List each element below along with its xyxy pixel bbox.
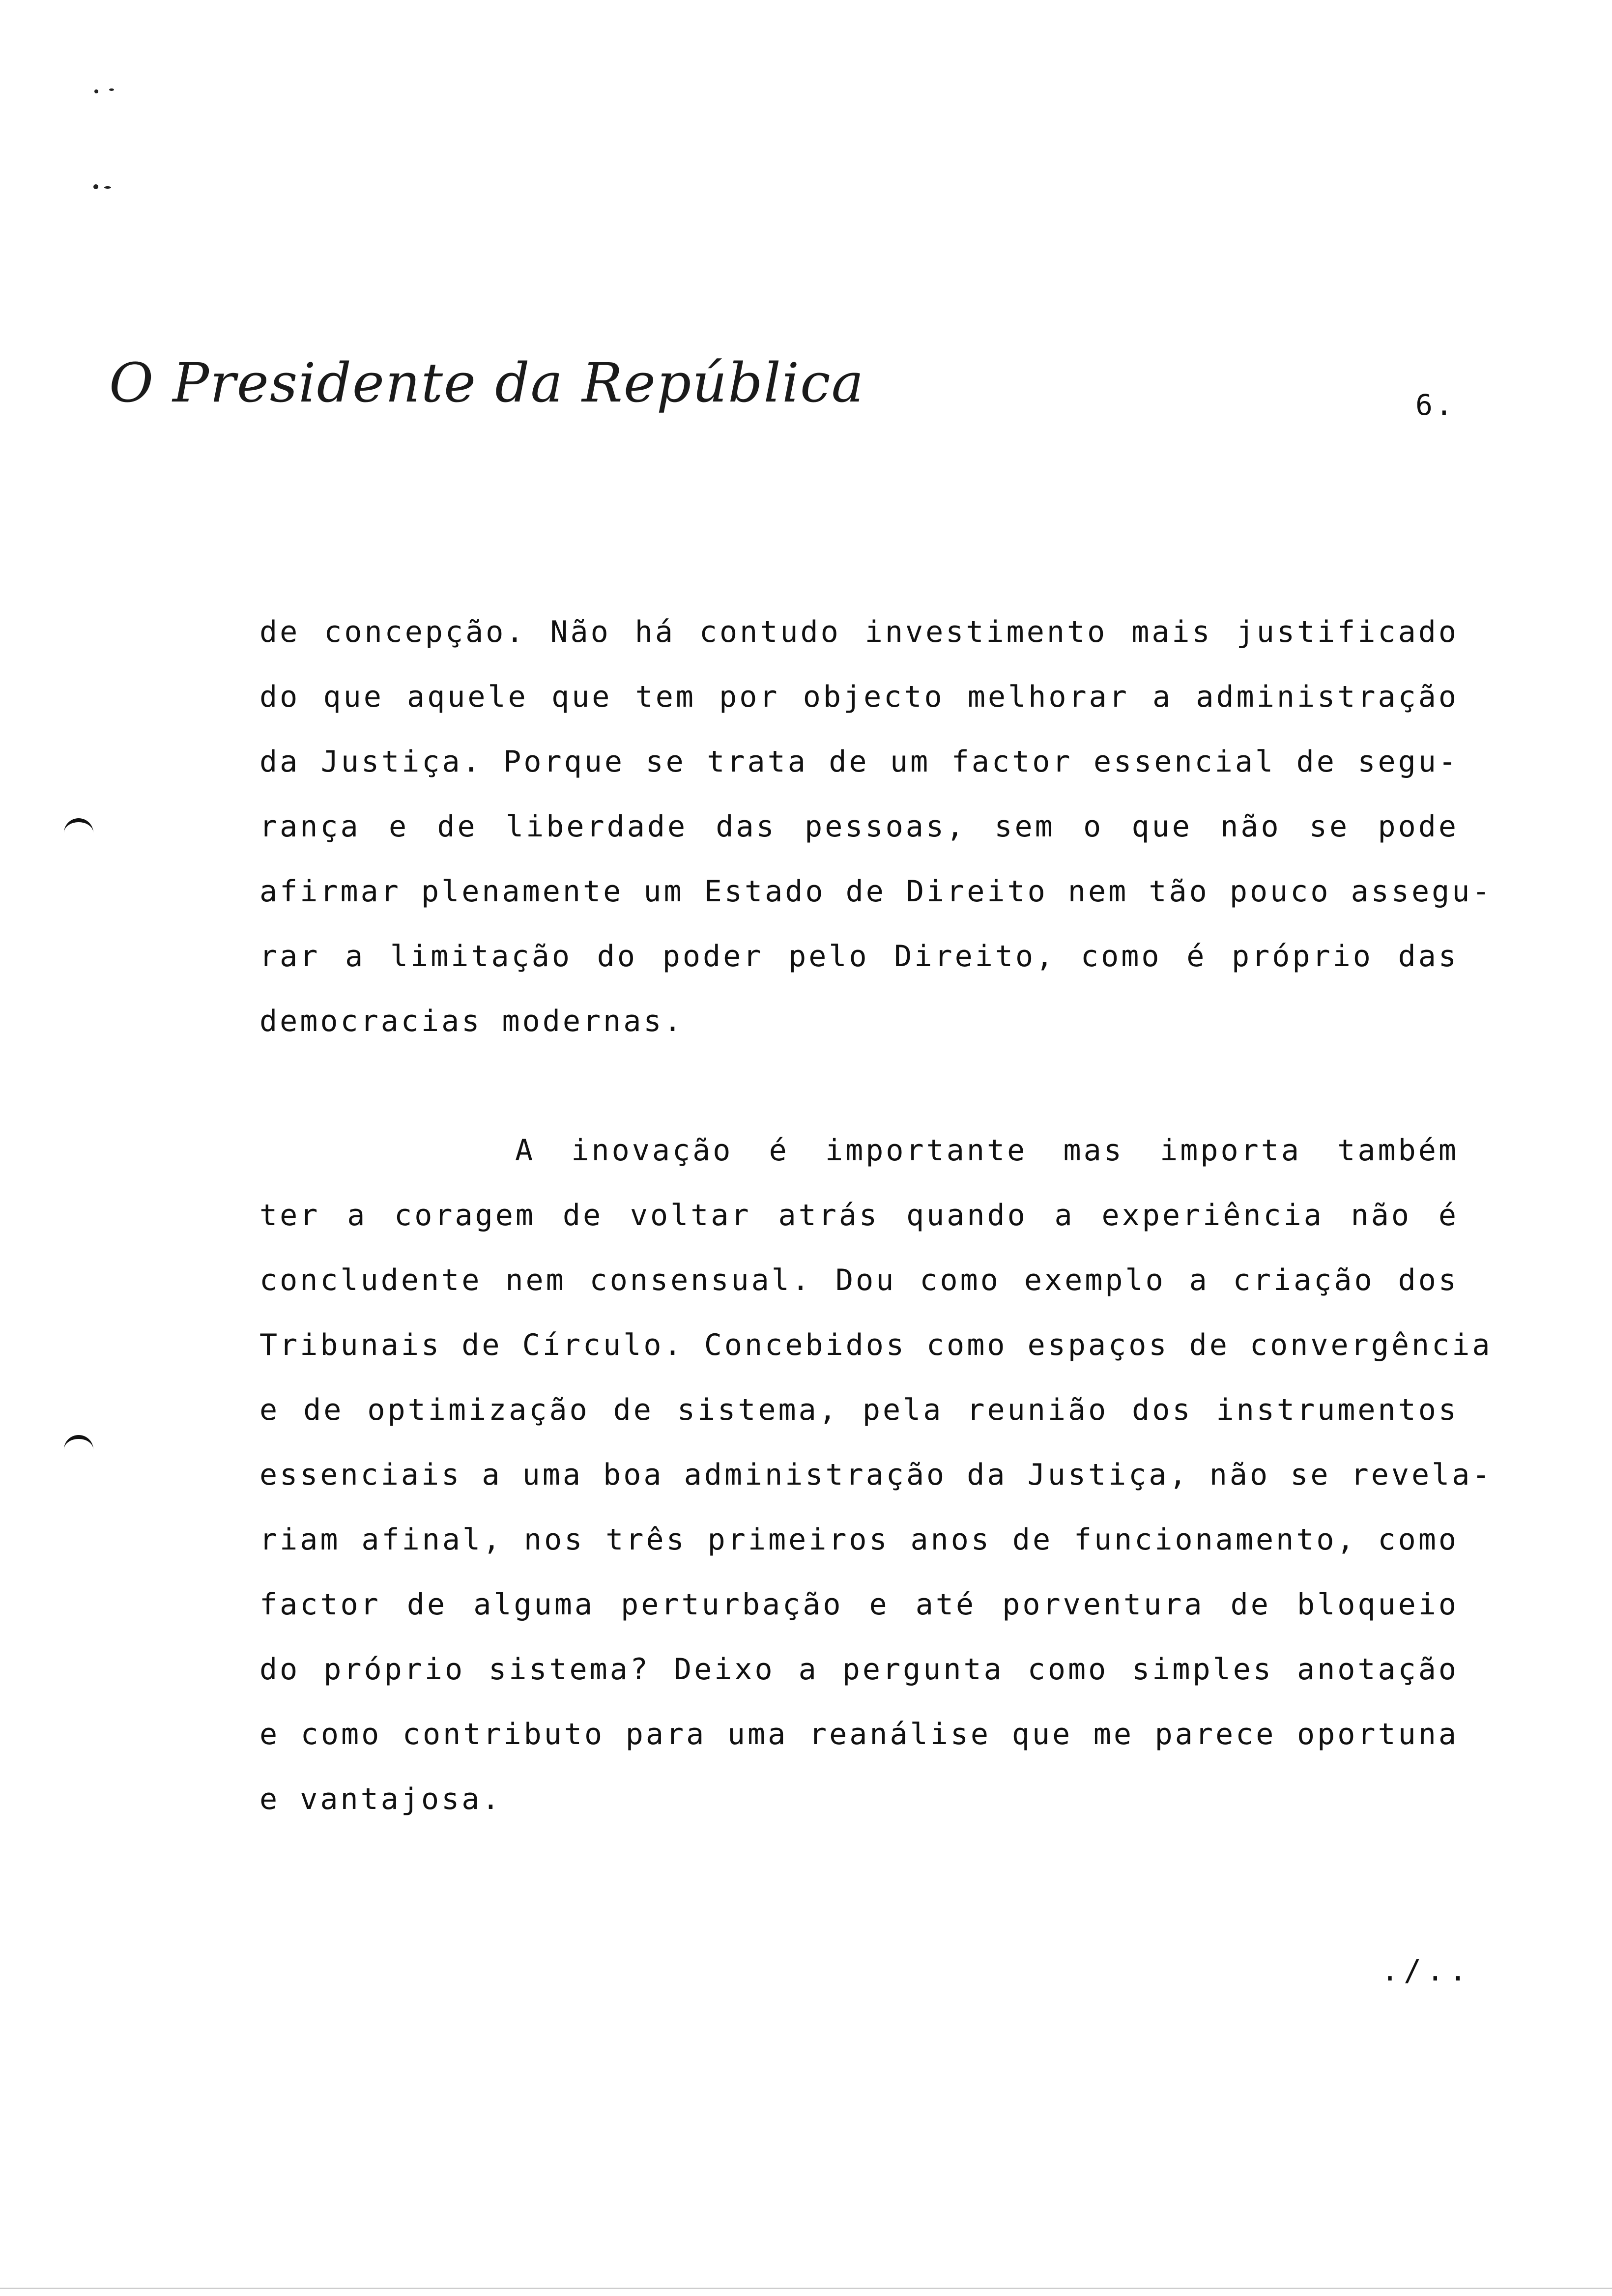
text-line: do próprio sistema? Deixo a pergunta como simples anotação xyxy=(259,1652,1459,1687)
text-line: rança e de liberdade das pessoas, sem o que não se pode xyxy=(259,809,1459,844)
scan-speck xyxy=(94,89,98,93)
text-line: essenciais a uma boa administração da Justiça, não se revela- xyxy=(259,1458,1493,1492)
text-line: e de optimização de sistema, pela reunião dos instrumentos xyxy=(259,1393,1459,1427)
text-line: A inovação é importante mas importa também xyxy=(515,1133,1459,1168)
text-line: ter a coragem de voltar atrás quando a experiência não é xyxy=(259,1198,1459,1233)
paragraph-1 xyxy=(259,600,1493,1054)
continuation-mark: ./.. xyxy=(1381,1953,1472,1988)
text-line: rar a limitação do poder pelo Direito, como é próprio das xyxy=(259,939,1459,974)
text-line: Tribunais de Círculo. Concebidos como espaços de convergência xyxy=(259,1328,1493,1362)
text-line: riam afinal, nos três primeiros anos de funcionamento, como xyxy=(259,1522,1459,1557)
text-line: e vantajosa. xyxy=(259,1782,502,1816)
page-number: 6. xyxy=(1415,388,1456,422)
text-line: factor de alguma perturbação e até porventura de bloqueio xyxy=(259,1587,1459,1622)
text-line: concludente nem consensual. Dou como exemplo a criação dos xyxy=(259,1263,1459,1297)
scan-speck xyxy=(109,88,114,91)
text-line: da Justiça. Porque se trata de um factor essencial de segu- xyxy=(259,745,1459,779)
text-line: afirmar plenamente um Estado de Direito nem tão pouco assegu- xyxy=(259,874,1493,909)
text-line: de concepção. Não há contudo investimento mais justificado xyxy=(259,615,1459,649)
text-line: e como contributo para uma reanálise que me parece oportuna xyxy=(259,1717,1459,1751)
scan-edge-line xyxy=(0,2288,1612,2289)
scan-speck xyxy=(93,184,98,189)
scan-speck xyxy=(104,186,111,189)
punch-hole-mark xyxy=(64,1435,93,1454)
letterhead-title: O Presidente da República xyxy=(109,351,865,414)
text-line: democracias modernas. xyxy=(259,1004,684,1038)
text-line: do que aquele que tem por objecto melhorar a administração xyxy=(259,680,1459,714)
punch-hole-mark xyxy=(64,818,93,837)
paragraph-2 xyxy=(259,1118,1493,1832)
